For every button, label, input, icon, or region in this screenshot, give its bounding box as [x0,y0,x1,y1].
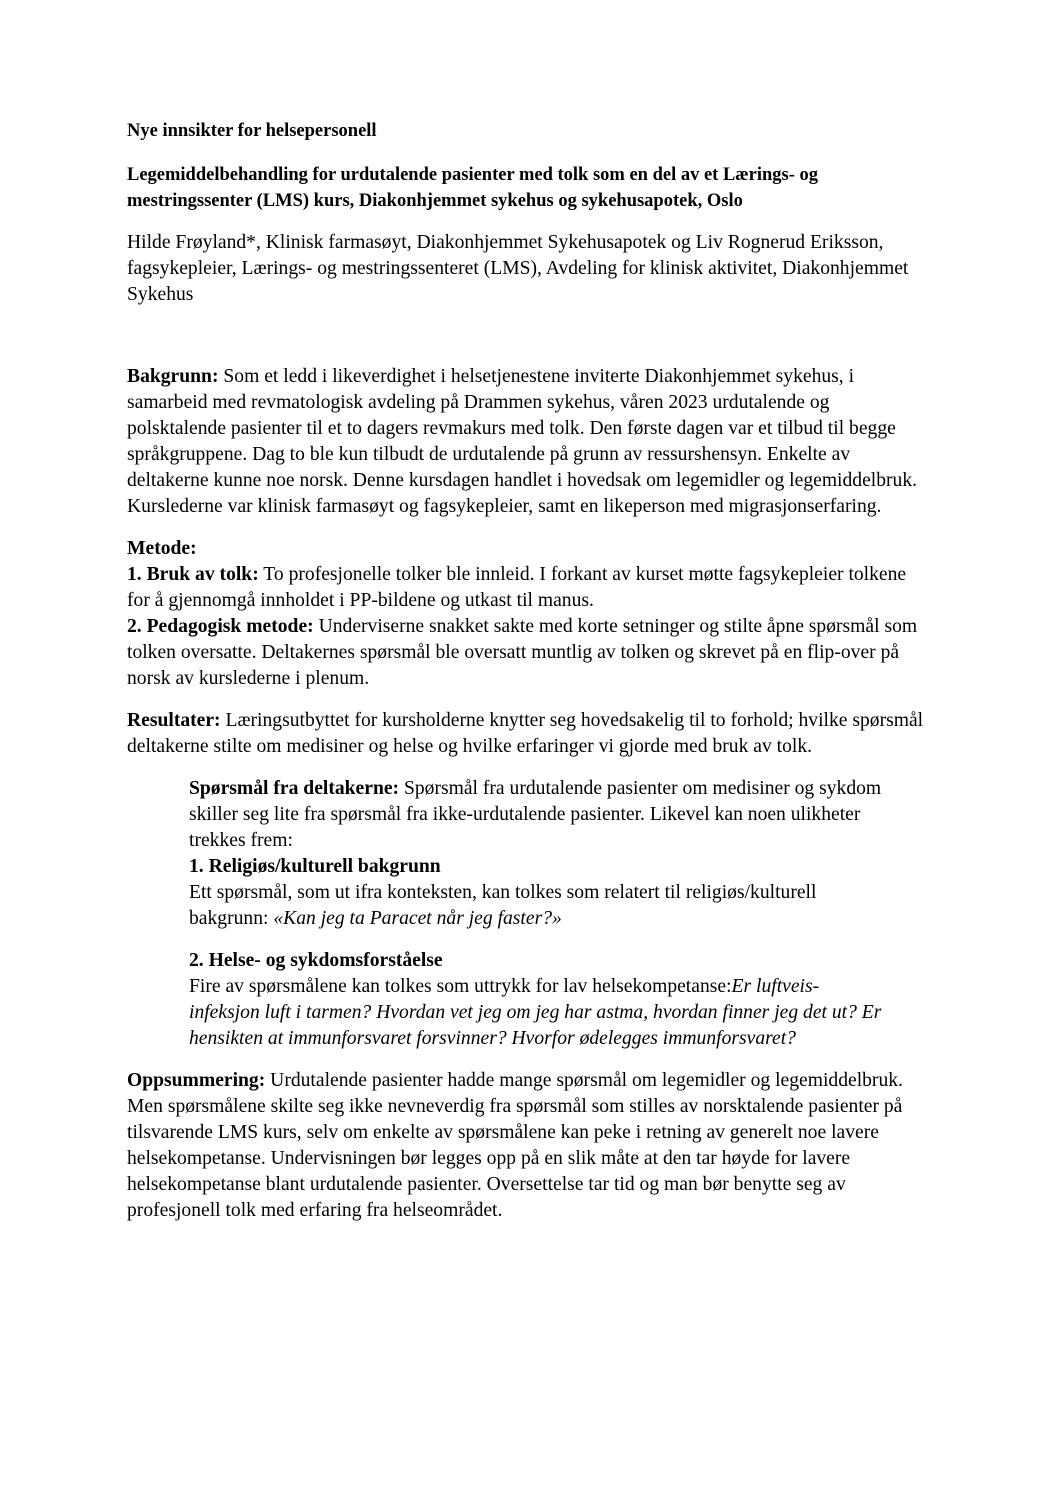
results-text: Læringsutbyttet for kursholderne knytter seg hovedsakelig til to forhold; hvilke spørsmål deltakerne stilte om medisiner og helse og hvilke erfaringer vi gjorde med bruk av tolk. [127,710,924,757]
question-category-2-quote: Er luftveis-infeksjon luft i tarmen? Hvordan vet jeg om jeg har astma, hvordan finner jeg det ut? Er hensikten at immunforsvaret forsvinner? Hvorfor ødelegges immunforsvaret? [189,976,882,1049]
method-item-2 [127,614,927,692]
questions-text: Spørsmål fra urdutalende pasienter om medisiner og sykdom skiller seg lite fra spørsmål fra ikke-urdutalende pasienter. Likevel kan noen ulikheter trekkes frem: [189,778,882,851]
question-category-2-body [189,974,889,1052]
question-category-1-heading: 1. Religiøs/kulturell bakgrunn [189,856,441,877]
question-category-2-heading: 2. Helse- og sykdomsforståelse [189,950,443,971]
question-category-1-body [189,880,889,932]
questions-label: Spørsmål fra deltakerne: [189,778,400,799]
summary-paragraph [127,1068,927,1224]
author-list: Hilde Frøyland*, Klinisk farmasøyt, Diakonhjemmet Sykehusapotek og Liv Rognerud Eriksson, fagsykepleier, Lærings- og mestringssenteret (LMS), Avdeling for klinisk aktivitet, Diakonhjemmet Sykehus [127,232,909,305]
document-page [127,118,927,1224]
method-item-1 [127,562,927,614]
question-category-2-text: Fire av spørsmålene kan tolkes som uttrykk for lav helsekompetanse: [189,976,732,997]
document-kicker: Nye innsikter for helsepersonell [127,121,377,141]
document-title: Legemiddelbehandling for urdutalende pasienter med tolk som en del av et Lærings- og mestringssenter (LMS) kurs, Diakonhjemmet sykehus og sykehusapotek, Oslo [127,165,819,211]
question-category-1-text: Ett spørsmål, som ut ifra konteksten, kan tolkes som relatert til religiøs/kulturell bakgrunn: [189,882,817,929]
method-item-1-text: To profesjonelle tolker ble innleid. I forkant av kurset møtte fagsykepleier tolkene for å gjennomgå innholdet i PP-bildene og utkast til manus. [127,564,907,611]
method-item-2-text: Underviserne snakket sakte med korte setninger og stilte åpne spørsmål som tolken oversatte. Deltakernes spørsmål ble oversatt muntlig av tolken og skrevet på en flip-over på norsk av kurslederne i plenum. [127,616,918,689]
background-label: Bakgrunn: [127,366,219,387]
questions-intro [189,776,889,854]
results-label: Resultater: [127,710,221,731]
question-category-1-quote: «Kan jeg ta Paracet når jeg faster?» [273,908,562,929]
method-item-1-label: 1. Bruk av tolk: [127,564,259,585]
results-paragraph [127,708,927,760]
background-paragraph [127,364,927,520]
questions-block [189,776,889,1052]
background-text: Som et ledd i likeverdighet i helsetjenestene inviterte Diakonhjemmet sykehus, i samarbeid med revmatologisk avdeling på Drammen sykehus, våren 2023 urdutalende og polsktalende pasienter til et to dagers revmakurs med tolk. Den første dagen var et tilbud til begge språkgruppene. Dag to ble kun tilbudt de urdutalende på grunn av ressurshensyn. Enkelte av deltakerne kunne noe norsk. Denne kursdagen handlet i hovedsak om legemidler og legemiddelbruk. Kurslederne var klinisk farmasøyt og fagsykepleier, samt en likeperson med migrasjonserfaring. [127,366,918,517]
method-item-2-label: 2. Pedagogisk metode: [127,616,314,637]
summary-label: Oppsummering: [127,1070,266,1091]
method-heading: Metode: [127,538,197,559]
summary-text: Urdutalende pasienter hadde mange spørsmål om legemidler og legemiddelbruk. Men spørsmålene skilte seg ikke nevneverdig fra spørsmål som stilles av norsktalende pasienter på tilsvarende LMS kurs, selv om enkelte av spørsmålene kan peke i retning av generelt noe lavere helsekompetanse. Undervisningen bør legges opp på en slik måte at den tar høyde for lavere helsekompetanse blant urdutalende pasienter. Oversettelse tar tid og man bør benytte seg av profesjonell tolk med erfaring fra helseområdet. [127,1070,903,1221]
